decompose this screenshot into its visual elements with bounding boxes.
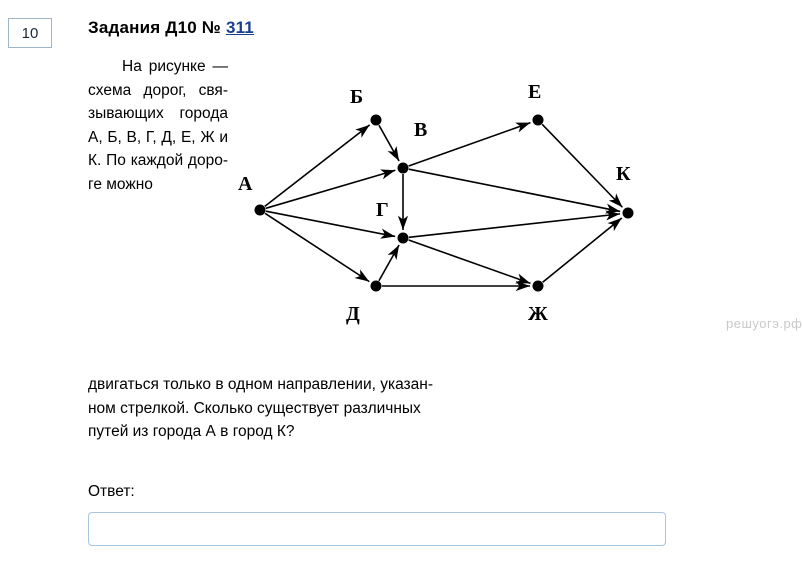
graph-edge-B-V (379, 125, 399, 161)
graph-node-J (533, 281, 544, 292)
page-title (88, 18, 254, 38)
task-number-badge: 10 (8, 18, 52, 48)
question-line-3: путей из города А в город К? (88, 423, 295, 440)
answer-input[interactable] (88, 512, 666, 546)
graph-edge-V-K (409, 169, 620, 211)
question-text-continued (88, 373, 668, 444)
answer-label: Ответ: (88, 483, 135, 500)
graph-node-label-G: Г (376, 199, 389, 221)
graph-node-E (533, 115, 544, 126)
question-text-column: На рисунке — схема дорог, связывающих города А, Б, В, Г, Д, Е, Ж и К. По каждой дороге можно (88, 58, 228, 193)
graph-node-B (371, 115, 382, 126)
question-line-2: ном стрелкой. Сколько существует различных (88, 399, 421, 417)
graph-edge-G-K (409, 214, 620, 237)
graph-edge-E-K (542, 124, 622, 207)
graph-node-label-B: Б (350, 86, 364, 108)
graph-node-A (255, 205, 266, 216)
question-line-1: двигаться только в одном направлении, указан- (88, 376, 433, 393)
graph-figure (228, 58, 802, 348)
graph-node-label-E: Е (528, 81, 542, 103)
graph-node-K (623, 208, 634, 219)
graph-edges (265, 123, 623, 286)
road-scheme-diagram (228, 58, 668, 348)
task-id-link[interactable]: 311 (225, 18, 254, 37)
watermark-text: решуогэ.рф (726, 316, 802, 331)
graph-node-label-K: К (616, 163, 631, 185)
graph-node-G (398, 233, 409, 244)
graph-edge-G-J (409, 240, 531, 283)
graph-node-D (371, 281, 382, 292)
task-title-prefix: Задания Д10 № (88, 18, 226, 37)
graph-node-V (398, 163, 409, 174)
graph-node-label-V: В (414, 119, 428, 141)
graph-node-label-J: Ж (528, 303, 548, 325)
graph-edge-A-D (265, 213, 369, 281)
graph-edge-J-K (543, 218, 622, 282)
graph-node-label-D: Д (346, 303, 360, 325)
graph-node-label-A: А (238, 173, 253, 195)
graph-edge-A-B (265, 125, 370, 206)
graph-node-labels (238, 81, 631, 325)
graph-edge-D-G (379, 245, 399, 281)
